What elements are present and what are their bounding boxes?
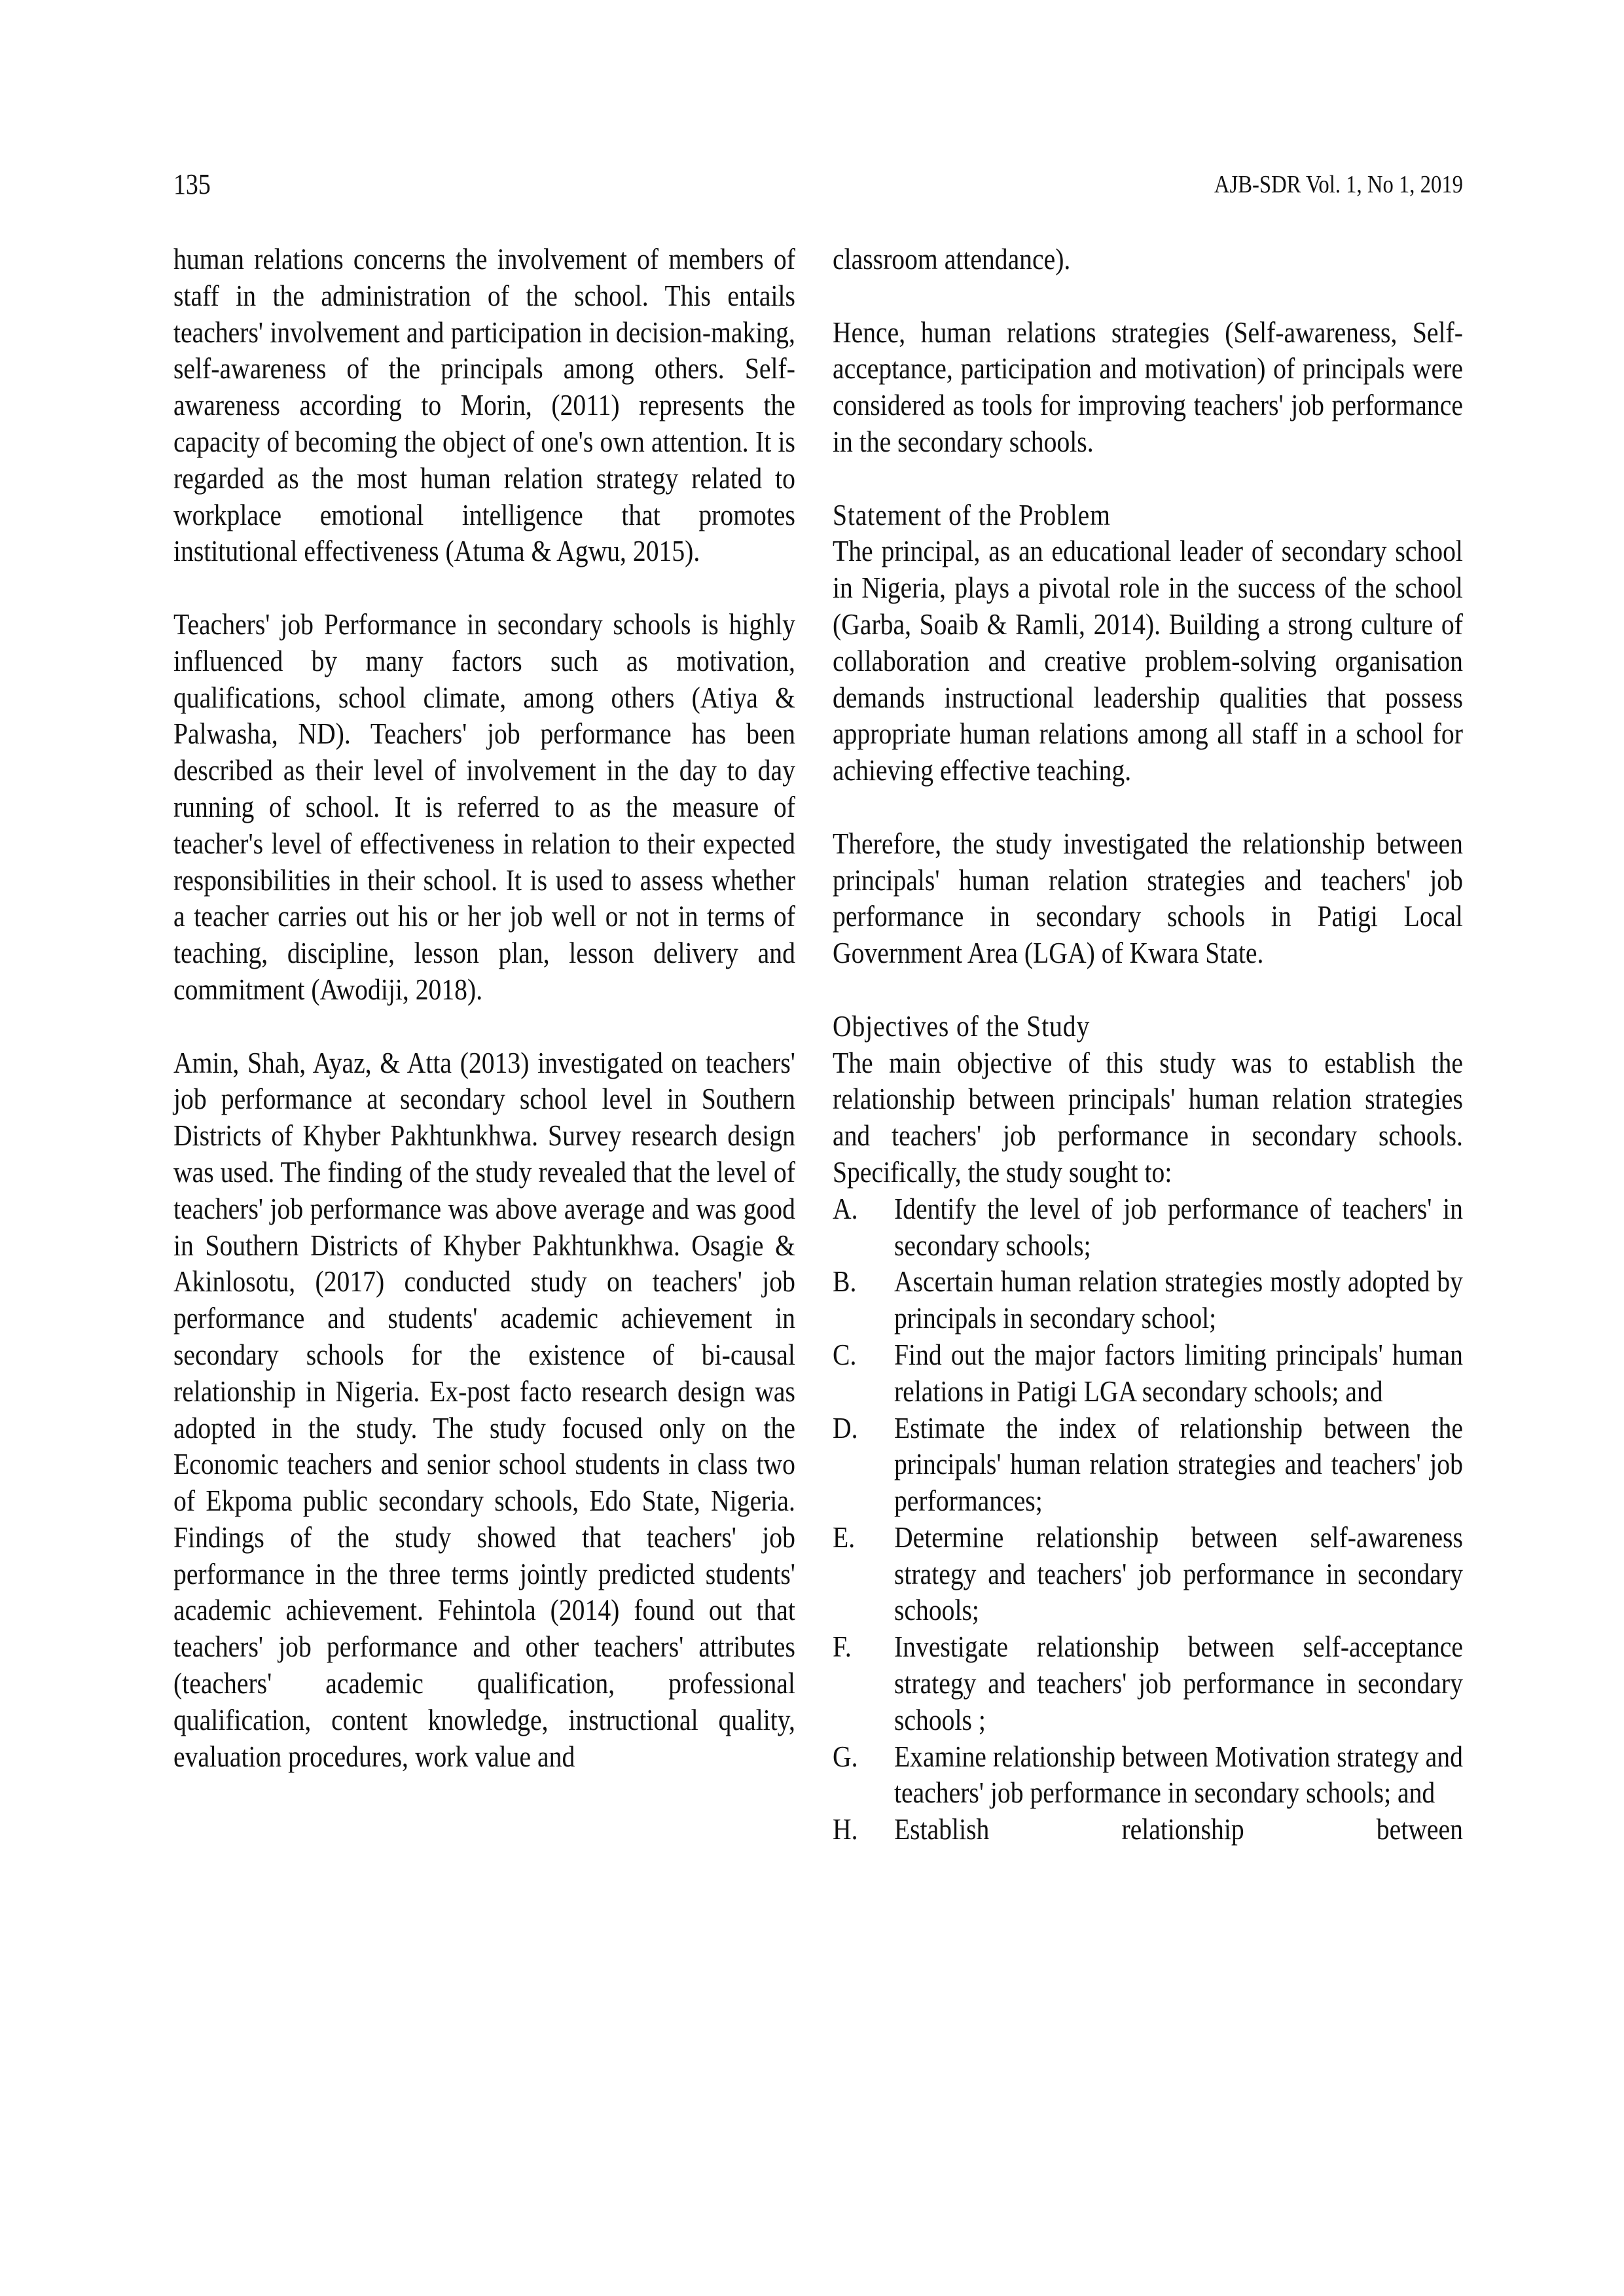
right-column	[833, 241, 1463, 1848]
paragraph-problem-statement: The principal, as an educational leader of secondary school in Nigeria, plays a pivotal role in the success of the school (Garba, Soaib & Ramli, 2014). Building a strong culture of collaboration and creative problem-solving organisation demands instructional leadership qualities that possess appropriate human relations among all staff in a school for achieving effective teaching.	[833, 534, 1463, 787]
page-header	[173, 165, 1463, 204]
objective-text: Investigate relationship between self-acceptance strategy and teachers' job performance in secondary schools ;	[893, 1630, 1463, 1736]
objective-marker: D.	[833, 1410, 858, 1444]
objective-marker: F.	[833, 1630, 852, 1664]
objectives-list	[833, 1191, 1463, 1848]
objective-item	[833, 1263, 1463, 1336]
objective-marker: E.	[833, 1520, 856, 1554]
objective-item	[833, 1519, 1463, 1628]
objective-item	[833, 1738, 1463, 1812]
objective-text: Estimate the index of relationship between the principals' human relation strategies and teachers' job performances;	[893, 1410, 1463, 1518]
objective-text: Examine relationship between Motivation strategy and teachers' job performance in secondary schools; and	[893, 1739, 1463, 1810]
heading-objectives-of-study: Objectives of the Study	[833, 1009, 1091, 1043]
objective-text: Determine relationship between self-awareness strategy and teachers' job performance in secondary schools;	[893, 1520, 1463, 1627]
left-column	[173, 241, 795, 1774]
paragraph-human-relations: human relations concerns the involvement of members of staff in the administration of the school. This entails teachers' involvement and participation in decision-making, self-awareness of the principals among others. Self-awareness according to Morin, (2011) represents the capacity of becoming the object of one's own attention. It is regarded as the most human relation strategy related to workplace emotional intelligence that promotes institutional effectiveness (Atuma & Agwu, 2015).	[173, 242, 795, 568]
paragraph-teachers-job-performance: Teachers' job Performance in secondary schools is highly influenced by many factors such as motivation, qualifications, school climate, among others (Atiya & Palwasha, ND). Teachers' job performance has been described as their level of involvement in the day to day running of school. It is referred to as the measure of teacher's level of effectiveness in relation to their expected responsibilities in their school. It is used to assess whether a teacher carries out his or her job well or not in terms of teaching, discipline, lesson plan, lesson delivery and commitment (Awodiji, 2018).	[173, 607, 795, 1006]
objective-item	[833, 1410, 1463, 1519]
objective-marker: A.	[833, 1191, 858, 1225]
objective-marker: B.	[833, 1265, 857, 1299]
paragraph-literature-review: Amin, Shah, Ayaz, & Atta (2013) investigated on teachers' job performance at secondary school level in Southern Districts of Khyber Pakhtunkhwa. Survey research design was used. The finding of the study revealed that the level of teachers' job performance was above average and was good in Southern Districts of Khyber Pakhtunkhwa. Osagie & Akinlosotu, (2017) conducted study on teachers' job performance and students' academic achievement in secondary schools for the existence of bi-causal relationship in Nigeria. Ex-post facto research design was adopted in the study. The study focused only on the Economic teachers and senior school students in class two of Ekpoma public secondary schools, Edo State, Nigeria. Findings of the study showed that teachers' job performance in the three terms jointly predicted students' academic achievement. Fehintola (2014) found out that teachers' job performance and other teachers' attributes (teachers' academic qualification, professional qualification, content knowledge, instructional quality, evaluation procedures, work value and	[173, 1045, 795, 1773]
objective-marker: H.	[833, 1812, 858, 1846]
objective-item	[833, 1628, 1463, 1738]
paragraph-continuation: classroom attendance).	[833, 242, 1071, 276]
objective-item	[833, 1336, 1463, 1410]
heading-statement-of-problem: Statement of the Problem	[833, 497, 1111, 531]
objective-text: Establish relationship between	[893, 1812, 1463, 1846]
objective-text: Find out the major factors limiting principals' human relations in Patigi LGA secondary schools; and	[893, 1337, 1463, 1408]
page-number: 135	[173, 168, 211, 200]
objective-text: Identify the level of job performance of teachers' in secondary schools;	[893, 1191, 1463, 1262]
paragraph-hence: Hence, human relations strategies (Self-awareness, Self-acceptance, participation and motivation) of principals were considered as tools for improving teachers' job performance in the secondary schools.	[833, 315, 1463, 458]
objective-marker: C.	[833, 1337, 857, 1371]
objective-text: Ascertain human relation strategies mostly adopted by principals in secondary school;	[893, 1265, 1463, 1335]
paragraph-objectives-intro: The main objective of this study was to establish the relationship between principals' human relation strategies and teachers' job performance in secondary schools. Specifically, the study sought to:	[833, 1045, 1463, 1189]
journal-reference: AJB-SDR Vol. 1, No 1, 2019	[1214, 171, 1463, 198]
paragraph-therefore: Therefore, the study investigated the relationship between principals' human relation strategies and teachers' job performance in secondary schools in Patigi Local Government Area (LGA) of Kwara State.	[833, 826, 1463, 970]
objective-item	[833, 1811, 1463, 1848]
objective-marker: G.	[833, 1739, 858, 1773]
objective-item	[833, 1191, 1463, 1264]
